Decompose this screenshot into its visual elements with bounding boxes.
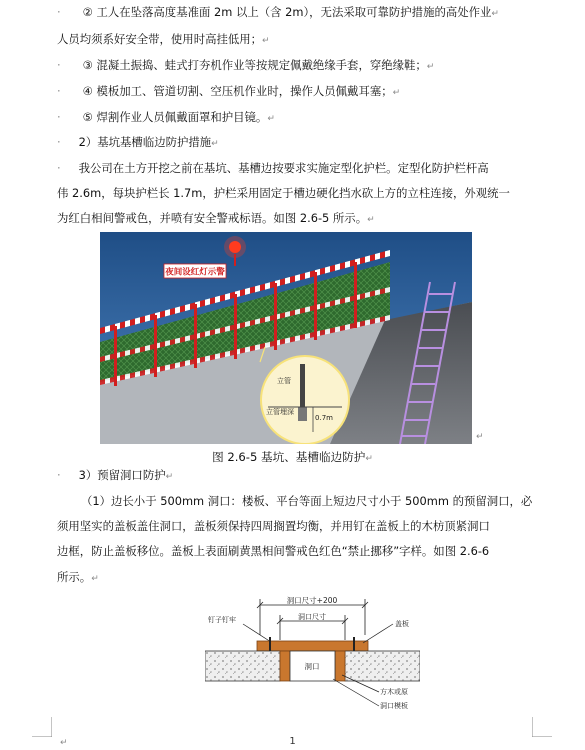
paragraph-mark: ↵	[211, 139, 219, 149]
detail-embed	[298, 407, 307, 421]
paragraph-mark: ↵	[262, 36, 270, 46]
label-timber: 方木或原	[380, 688, 408, 696]
timber-left	[280, 651, 290, 681]
nail-right	[353, 637, 355, 652]
figure-caption: 图 2.6-5 基坑、基槽临边防护↵	[212, 450, 373, 464]
nail-left	[269, 637, 271, 652]
section-heading: · 3）预留洞口防护↵	[57, 468, 174, 482]
paragraph-line: · ② 工人在坠落高度基准面 2m 以上（含 2m），无法采取可靠防护措施的高处作业↵	[57, 5, 499, 19]
para-dot: ·	[57, 5, 61, 19]
label-nail: 钉子钉牢	[208, 616, 236, 624]
figure-hole-cover-diagram	[205, 595, 420, 717]
paragraph-mark: ↵	[367, 215, 375, 225]
figure-guardrail-illustration	[100, 232, 472, 444]
section-heading: · 2）基坑基槽临边防护措施↵	[57, 135, 219, 149]
para-dot: ·	[57, 84, 61, 98]
paragraph-mark: ↵	[491, 9, 499, 19]
para-dot: ·	[57, 135, 61, 149]
para-dot: ·	[57, 161, 61, 175]
page-corner-mark-left	[32, 717, 52, 737]
paragraph-line: 人员均须系好安全带，使用时高挂低用；↵	[57, 32, 270, 46]
para-dot: ·	[57, 58, 61, 72]
paragraph-line: 边框，防止盖板移位。盖板上表面刷黄黑相间警戒色红色“禁止挪移”字样。如图 2.6-6	[57, 544, 490, 558]
dimension-top-label: 洞口尺寸+200	[286, 596, 338, 605]
detail-label-embed: 立管埋深	[266, 408, 294, 416]
paragraph-line: · ③ 混凝土振捣、蛙式打夯机作业等按规定佩戴绝缘手套，穿绝缘鞋；↵	[57, 58, 435, 72]
detail-label-post: 立管	[277, 377, 291, 385]
paragraph-line: · 我公司在土方开挖之前在基坑、基槽边按要求实施定型化护栏。定型化防护栏杆高	[57, 161, 489, 175]
dimension-mid-label: 洞口尺寸	[298, 613, 326, 621]
paragraph-mark: ↵	[60, 738, 68, 748]
leader-frame	[333, 679, 379, 706]
leader-nail	[243, 624, 271, 642]
page-corner-mark-right	[532, 717, 552, 737]
para-dot: ·	[57, 110, 61, 124]
paragraph-line: 伟 2.6m，每块护栏长 1.7m，护栏采用固定于槽边硬化挡水砍上方的立柱连接，外观统一	[57, 186, 510, 200]
paragraph-mark: ↵	[392, 88, 401, 98]
paragraph-line: 为红白相间警戒色，并喷有安全警戒标语。如图 2.6-5 所示。↵	[57, 211, 375, 225]
leader-cover	[363, 624, 393, 643]
paragraph-line: 所示。↵	[57, 570, 99, 584]
paragraph-line: 须用坚实的盖板盖住洞口，盖板须保持四周搁置均衡，并用钉在盖板上的木枋顶紧洞口	[57, 519, 490, 533]
paragraph-mark: ↵	[91, 574, 99, 584]
paragraph-line: （1）边长小于 500mm 洞口：楼板、平台等面上短边尺寸小于 500mm 的预留洞口，必	[81, 494, 533, 508]
paragraph-mark: ↵	[426, 62, 435, 72]
detail-label-depth: 0.7m	[315, 414, 333, 422]
paragraph-mark: ↵	[476, 432, 484, 442]
slab-left	[205, 651, 280, 681]
slab-right	[345, 651, 420, 681]
warning-label: 夜间设红灯示警	[165, 267, 225, 278]
paragraph-mark: ↵	[365, 454, 373, 464]
page-number: 1	[289, 736, 296, 747]
para-dot: ·	[57, 468, 61, 482]
paragraph-line: · ④ 模板加工、管道切割、空压机作业时，操作人员佩戴耳塞；↵	[57, 84, 401, 98]
paragraph-line: · ⑤ 焊割作业人员佩戴面罩和护目镜。↵	[57, 110, 275, 124]
paragraph-mark: ↵	[165, 472, 174, 482]
timber-right	[335, 651, 345, 681]
paragraph-mark: ↵	[267, 114, 275, 124]
label-cover: 盖板	[395, 620, 409, 628]
cover-board	[257, 641, 368, 651]
label-hole: 洞口	[304, 662, 320, 671]
label-frame: 洞口模板	[380, 702, 408, 710]
